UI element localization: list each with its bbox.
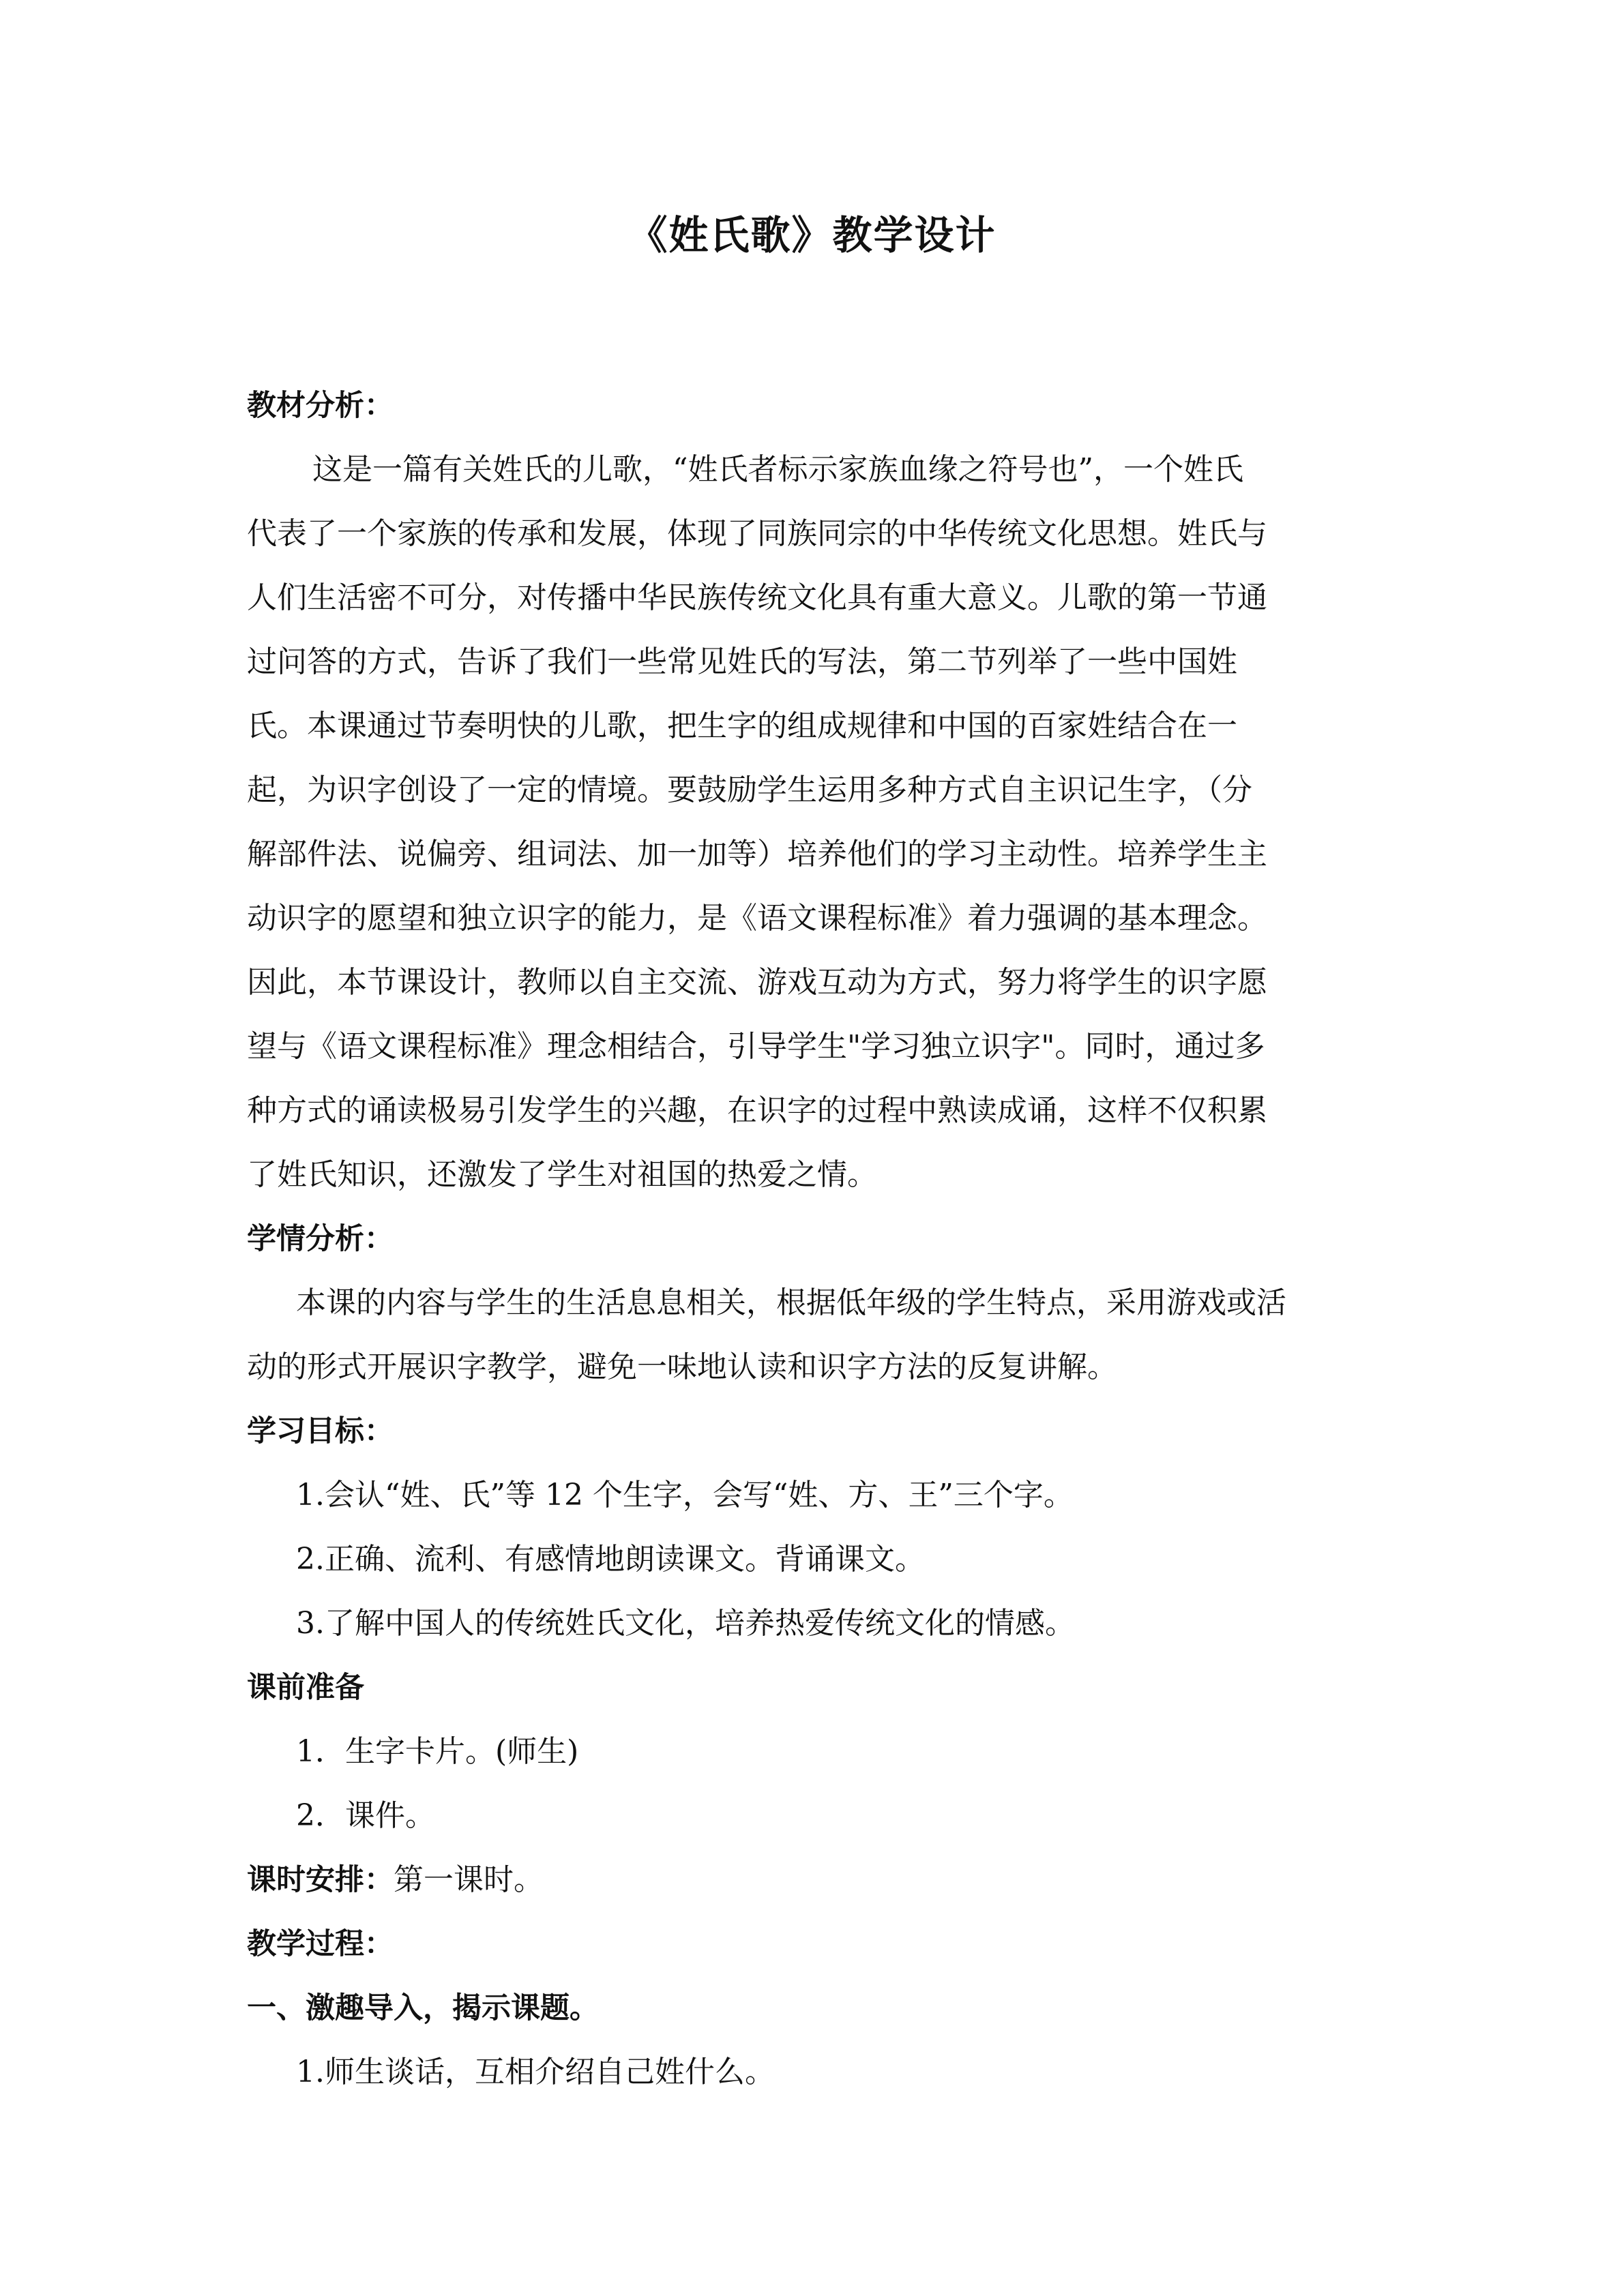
paragraph-line: 过问答的方式，告诉了我们一些常见姓氏的写法，第二节列举了一些中国姓 (247, 644, 1237, 679)
material-analysis-paragraph (247, 438, 1393, 1207)
paragraph-line: 氏。本课通过节奏明快的儿歌，把生字的组成规律和中国的百家姓结合在一 (247, 709, 1237, 743)
document-body (247, 374, 1393, 2104)
list-item: 2．课件。 (296, 1798, 435, 1833)
list-item: 2.正确、流利、有感情地朗读课文。背诵课文。 (296, 1542, 925, 1577)
list-item: 3.了解中国人的传统姓氏文化，培养热爱传统文化的情感。 (296, 1606, 1075, 1641)
learner-analysis-paragraph (247, 1271, 1393, 1399)
learner-analysis-heading: 学情分析： (247, 1222, 394, 1256)
page-title: 《姓氏歌》教学设计 (628, 212, 996, 258)
list-item: 1.会认“姓、氏”等 12 个生字，会写“姓、方、王”三个字。 (296, 1478, 1074, 1512)
paragraph-line: 种方式的诵读极易引发学生的兴趣，在识字的过程中熟读成诵，这样不仅积累 (247, 1093, 1267, 1128)
paragraph-line: 人们生活密不可分，对传播中华民族传统文化具有重大意义。儿歌的第一节通 (247, 580, 1267, 615)
preparation-heading: 课前准备 (247, 1671, 364, 1705)
paragraph-line: 动识字的愿望和独立识字的能力，是《语文课程标准》着力强调的基本理念。 (247, 901, 1267, 936)
objectives-heading: 学习目标： (247, 1414, 394, 1448)
schedule-line (247, 1848, 1393, 1912)
paragraph-line: 因此，本节课设计，教师以自主交流、游戏互动为方式，努力将学生的识字愿 (247, 965, 1267, 1000)
objectives-list (247, 1463, 1393, 1656)
list-item: 1.师生谈话，互相介绍自己姓什么。 (296, 2055, 775, 2089)
paragraph-line: 了姓氏知识，还激发了学生对祖国的热爱之情。 (247, 1157, 877, 1192)
list-item: 1．生字卡片。(师生) (296, 1734, 579, 1769)
schedule-label: 课时安排： (247, 1863, 394, 1897)
paragraph-line: 这是一篇有关姓氏的儿歌，“姓氏者标示家族血缘之符号也”，一个姓氏 (312, 452, 1243, 487)
schedule-value: 第一课时。 (394, 1862, 544, 1897)
paragraph-line: 动的形式开展识字教学，避免一味地认读和识字方法的反复讲解。 (247, 1350, 1117, 1384)
paragraph-line: 起，为识字创设了一定的情境。要鼓励学生运用多种方式自主识记生字，（分 (247, 773, 1252, 807)
step1-list (247, 2040, 1393, 2104)
paragraph-line: 代表了一个家族的传承和发展，体现了同族同宗的中华传统文化思想。姓氏与 (247, 516, 1267, 551)
material-analysis-heading: 教材分析： (247, 389, 394, 423)
preparation-list (247, 1720, 1393, 1848)
paragraph-line: 望与《语文课程标准》理念相结合，引导学生"学习独立识字"。同时，通过多 (247, 1029, 1265, 1064)
paragraph-line: 本课的内容与学生的生活息息相关，根据低年级的学生特点，采用游戏或活 (296, 1285, 1286, 1320)
process-heading: 教学过程： (247, 1927, 394, 1961)
paragraph-line: 解部件法、说偏旁、组词法、加一加等）培养他们的学习主动性。培养学生主 (247, 837, 1267, 871)
step1-heading: 一、激趣导入，揭示课题。 (247, 1991, 599, 2025)
